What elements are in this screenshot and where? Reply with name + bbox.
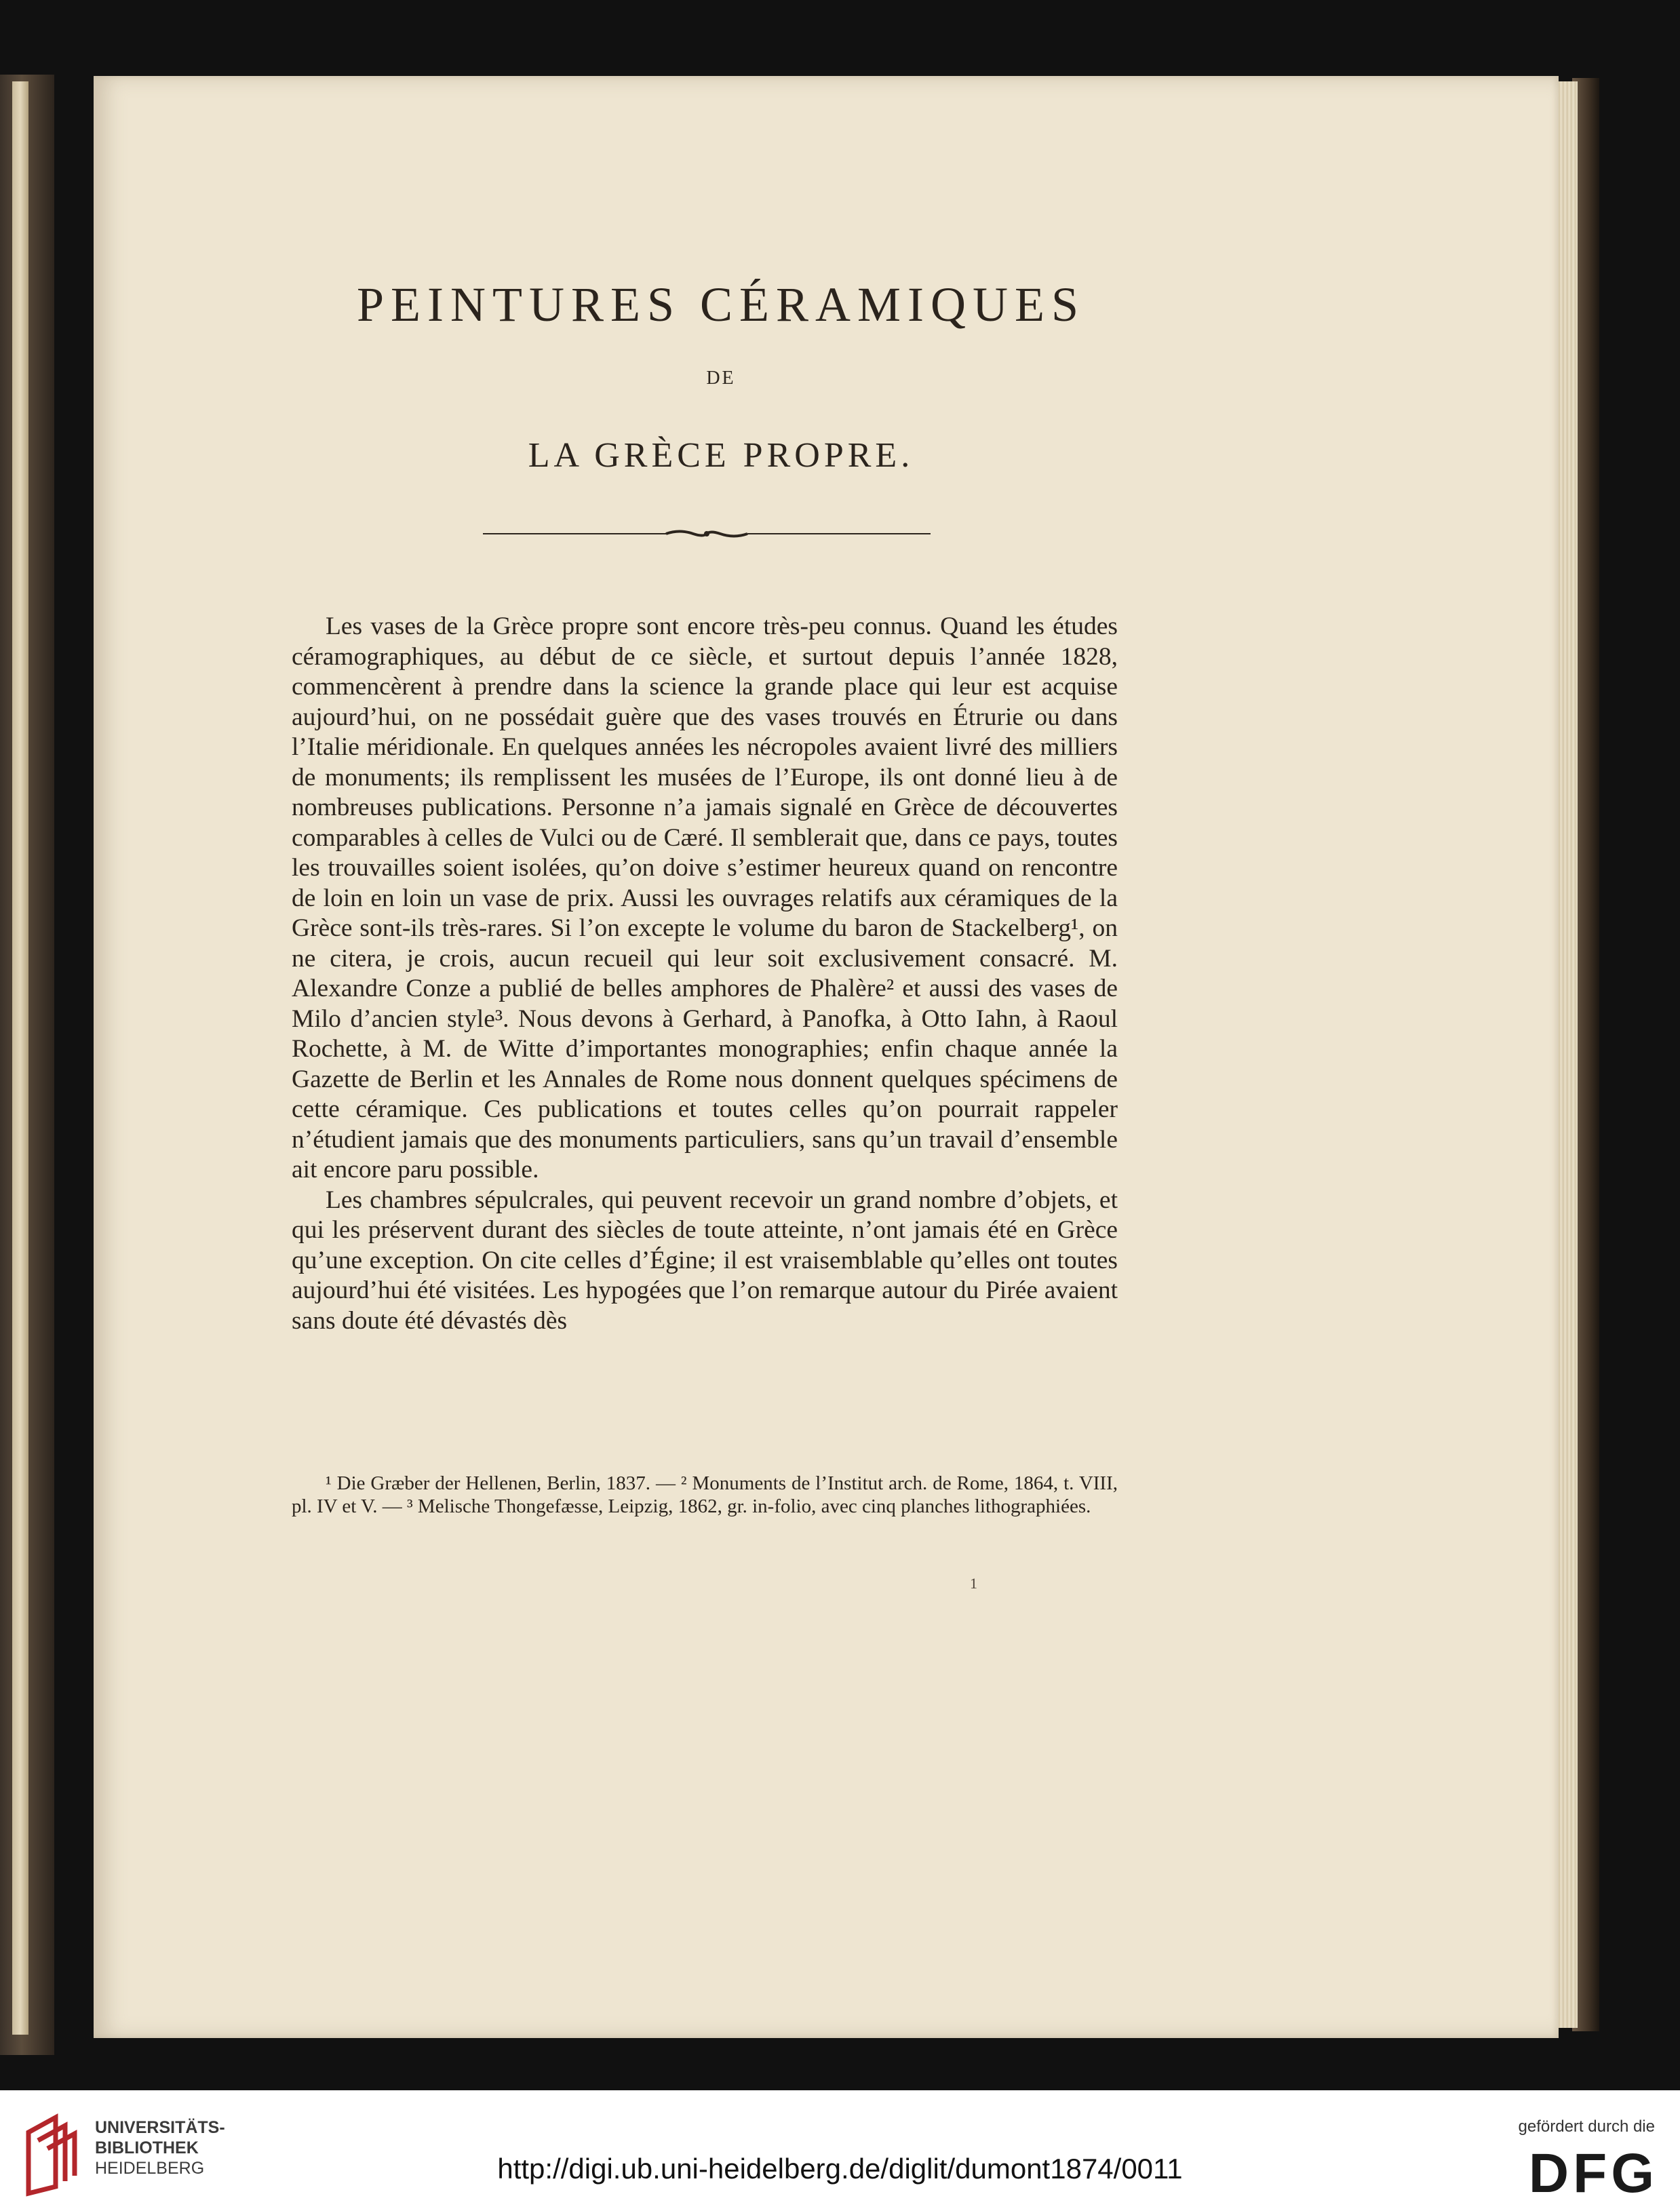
signature-mark: 1 bbox=[970, 1575, 977, 1592]
library-line: HEIDELBERG bbox=[95, 2159, 205, 2178]
page-title: PEINTURES CÉRAMIQUES bbox=[356, 277, 1086, 332]
credits-bar bbox=[0, 2090, 1680, 2211]
library-line: UNIVERSITÄTS- bbox=[95, 2118, 225, 2137]
page-subtitle: LA GRÈCE PROPRE. bbox=[528, 436, 914, 475]
footnotes bbox=[292, 1472, 1118, 1518]
book-page bbox=[94, 76, 1559, 2038]
permalink-url[interactable]: http://digi.ub.uni-heidelberg.de/diglit/dumont1874/0011 bbox=[497, 2153, 1183, 2185]
dfg-logo: DFG bbox=[1528, 2142, 1658, 2204]
funded-by-label: gefördert durch die bbox=[1518, 2117, 1655, 2136]
footnote-text: ¹ Die Græber der Hellenen, Berlin, 1837. — ² Monuments de l’Institut arch. de Rome, 1864, t. VIII, pl. IV et V. — ³ Melische Thongefæsse, Leipzig, 1862, gr. in-folio, avec cinq planches lithographiées. bbox=[292, 1472, 1118, 1517]
title-connector: DE bbox=[706, 368, 736, 389]
paragraph: Les vases de la Grèce propre sont encore très-peu connus. Quand les études céramographiques, au début de ce siècle, et surtout depuis l’année 1828, commencèrent à prendre dans la science la grande place qui leur est acquise aujourd’hui, on ne possédait guère que des vases trouvés en Étrurie ou dans l’Italie méridionale. En quelques années les nécropoles avaient livré des milliers de monuments; ils remplissent les musées de l’Europe, ils ont donné lieu à de nombreuses publications. Personne n’a jamais signalé en Grèce de découvertes comparables à celles de Vulci ou de Cæré. Il semblerait que, dans ce pays, toutes les trouvailles soient isolées, qu’on doive s’estimer heureux quand on rencontre de loin en loin un vase de prix. Aussi les ouvrages relatifs aux céramiques de la Grèce sont-ils très-rares. Si l’on excepte le volume du baron de Stackelberg¹, on ne citera, je crois, aucun recueil qui leur soit exclusivement consacré. M. Alexandre Conze a publié de belles amphores de Phalère² et aussi des vases de Milo d’ancien style³. Nous devons à Gerhard, à Panofka, à Otto Iahn, à Raoul Rochette, à M. de Witte d’importantes monographies; enfin chaque année la Gazette de Berlin et les Annales de Rome nous donnent quelques spécimens de cette céramique. Ces publications et toutes celles qu’on pourrait rappeler n’étudient jamais que des monuments particuliers, sans qu’un travail d’ensemble ait encore paru possible. bbox=[292, 612, 1118, 1183]
paragraph: Les chambres sépulcrales, qui peuvent recevoir un grand nombre d’objets, et qui les préservent durant des siècles de toute atteinte, n’ont jamais été en Grèce qu’une exception. On cite celles d’Égine; il est vraisemblable qu’elles ont toutes aujourd’hui été visitées. Les hypogées que l’on remarque autour du Pirée avaient sans doute été dévastés dès bbox=[292, 1186, 1118, 1335]
book-page-edge-left bbox=[12, 81, 28, 2035]
title-ornament-rule bbox=[483, 524, 931, 544]
body-text bbox=[292, 612, 1118, 1336]
library-line: BIBLIOTHEK bbox=[95, 2138, 199, 2157]
